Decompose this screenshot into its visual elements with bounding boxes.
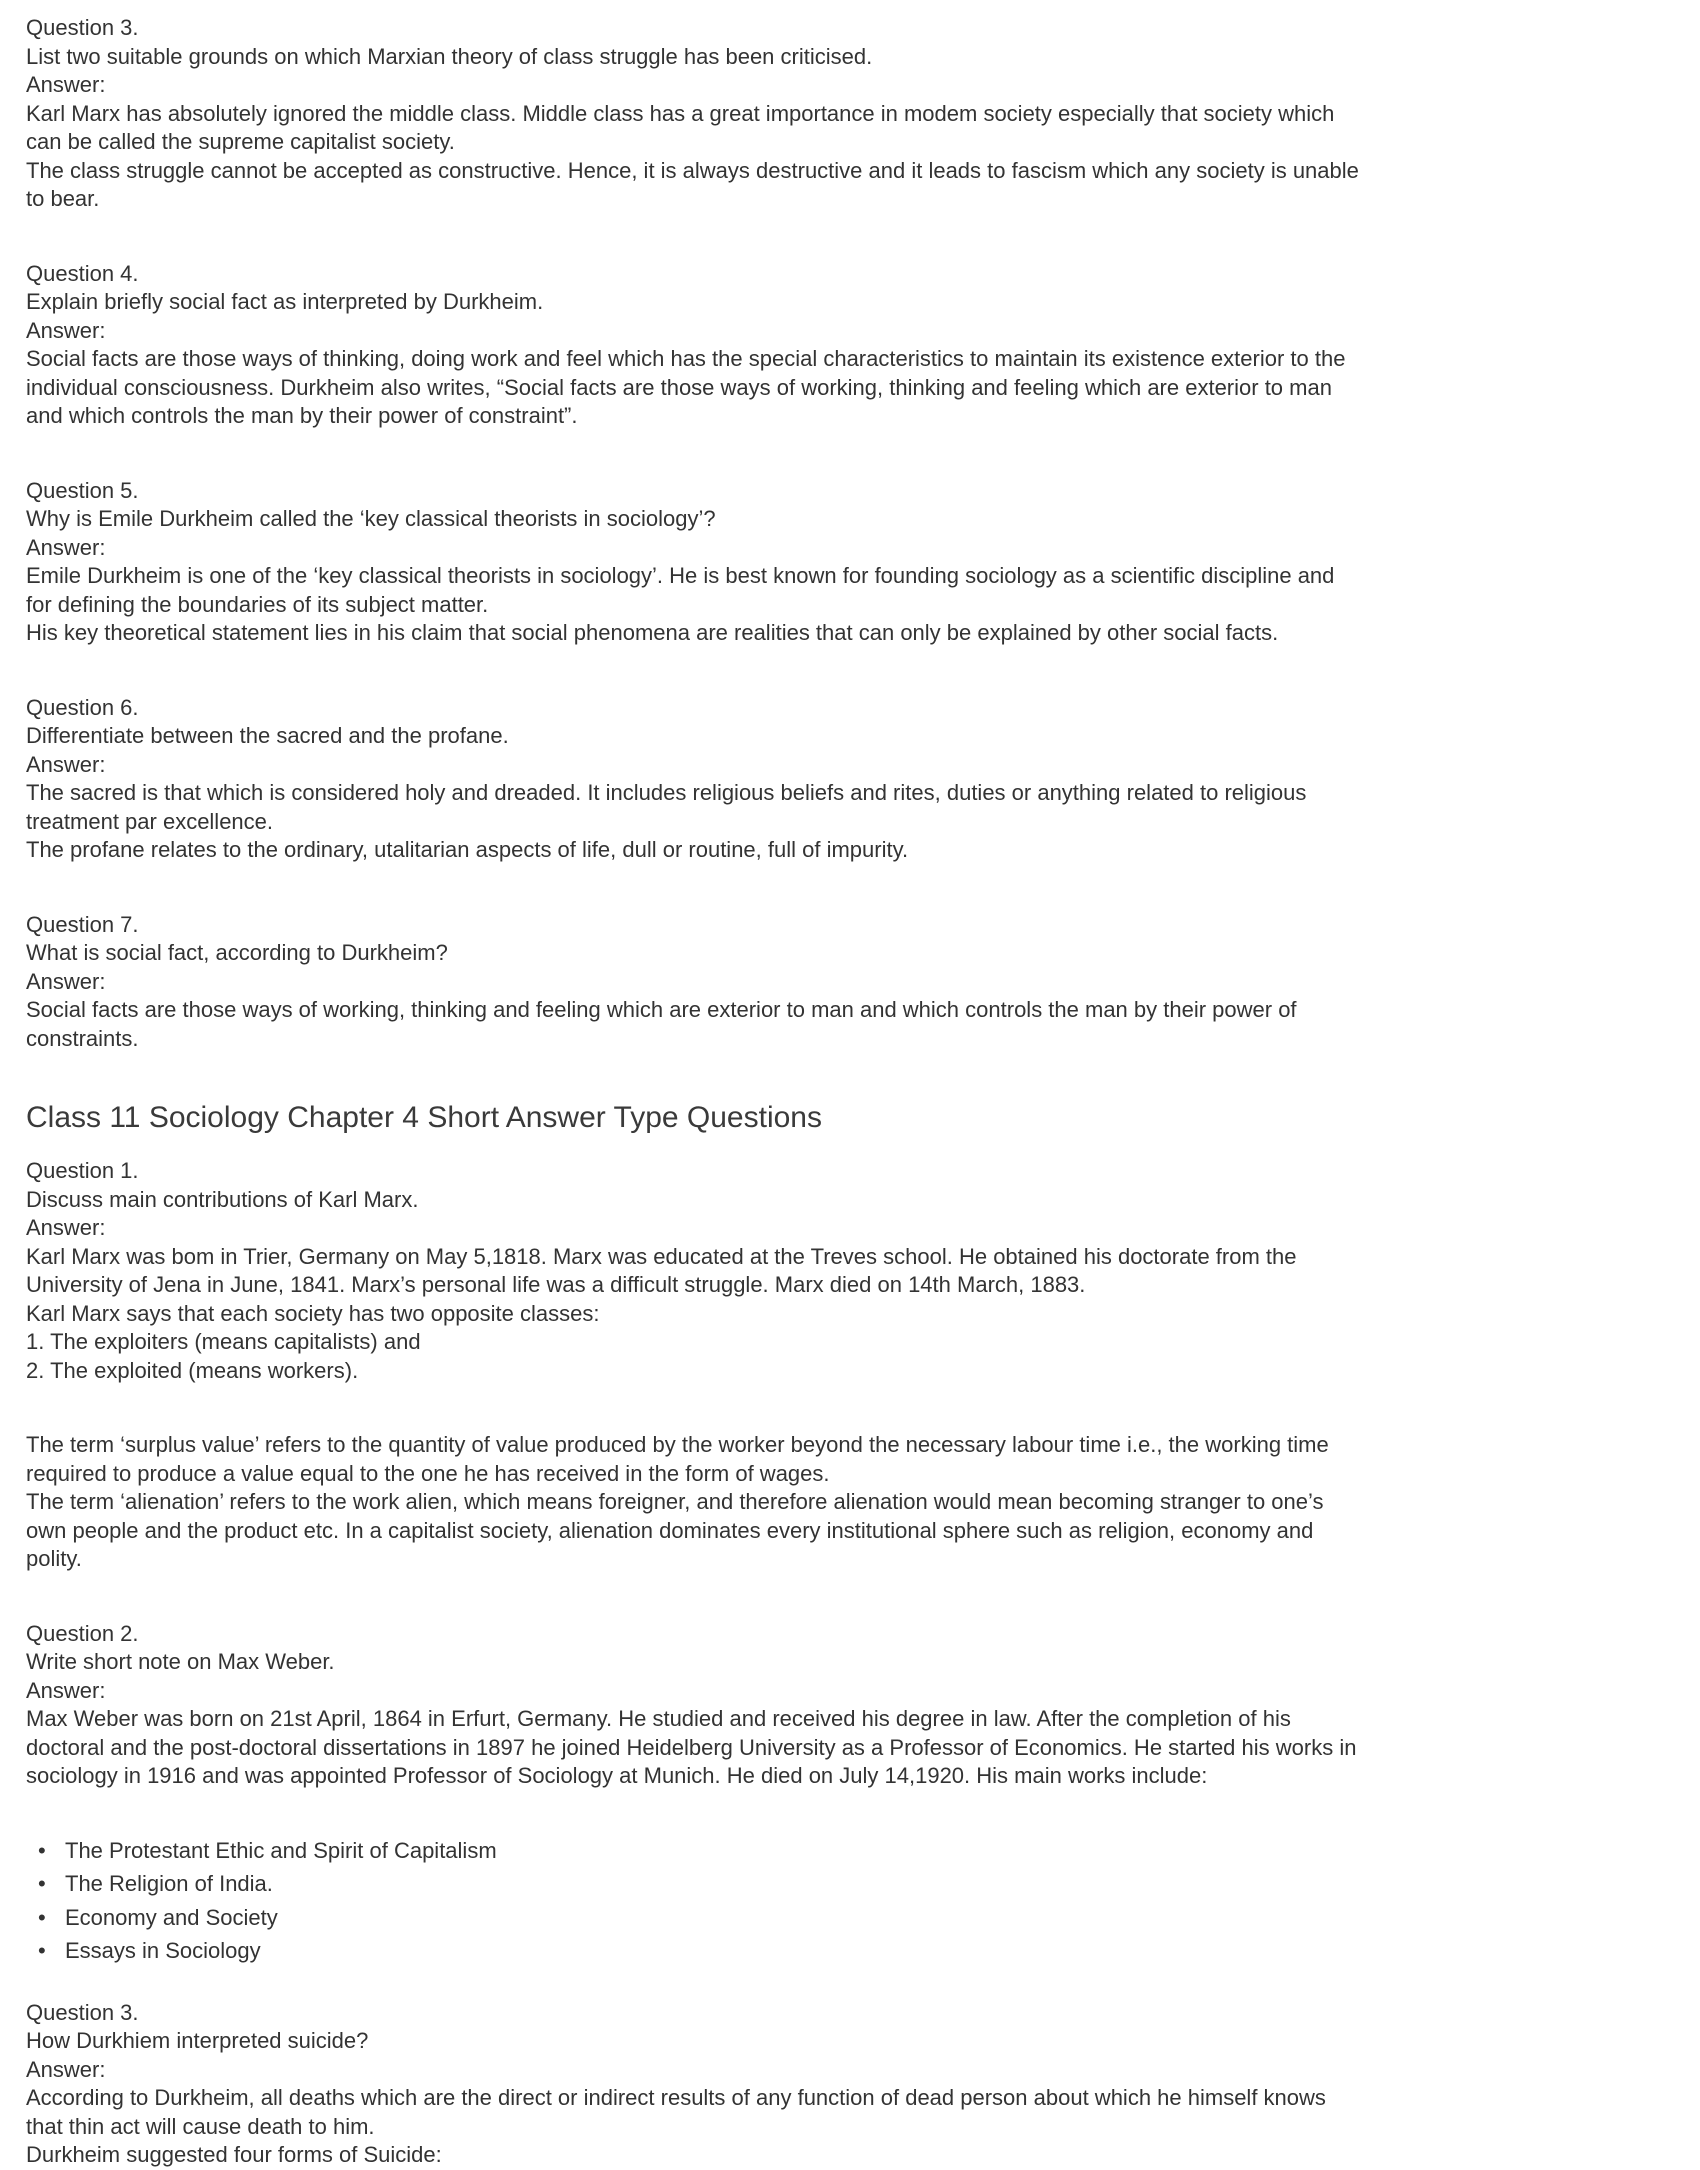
bullet-item (26, 1837, 1366, 1866)
text-line: Answer: (26, 968, 106, 994)
section-heading: Class 11 Sociology Chapter 4 Short Answer Type Questions (26, 1101, 822, 1134)
qa-block (26, 911, 1366, 1054)
text-line: 1. The exploiters (means capitalists) and (26, 1329, 421, 1354)
qa-block (26, 477, 1366, 648)
text-line: Discuss main contributions of Karl Marx. (26, 1186, 419, 1212)
text-line: Why is Emile Durkheim called the ‘key classical theorists in sociology’? (26, 506, 716, 531)
text-line: Answer: (26, 1677, 106, 1703)
text-line: The class struggle cannot be accepted as constructive. Hence, it is always destructive and it leads to fascism which any society is unable to bear. (26, 157, 1359, 211)
text-line: Social facts are those ways of thinking, doing work and feel which has the special characteristics to maintain its existence exterior to the individual consciousness. Durkheim also writes, “Social facts are those ways of working, thinking and feeling which are exterior to man and which controls the man by their power of constraint”. (26, 346, 1346, 428)
text-line: The profane relates to the ordinary, utalitarian aspects of life, dull or routine, full of impurity. (26, 837, 909, 862)
qa-block (26, 14, 1366, 214)
text-line: 2. The exploited (means workers). (26, 1357, 359, 1383)
text-line: Answer: (26, 2056, 106, 2082)
qa-block (26, 1157, 1366, 1385)
text-line: According to Durkheim, all deaths which are the direct or indirect results of any function of dead person about which he himself knows that thin act will cause death to him. (26, 2085, 1326, 2139)
text-line: Question 1. (26, 1158, 139, 1183)
text-line: Social facts are those ways of working, thinking and feeling which are exterior to man and which controls the man by their power of constraints. (26, 997, 1297, 1051)
text-line: Karl Marx was bom in Trier, Germany on May 5,1818. Marx was educated at the Treves school. He obtained his doctorate from the University of Jena in June, 1841. Marx’s personal life was a difficult struggle. Marx died on 14th March, 1883. (26, 1243, 1297, 1297)
text-line: The sacred is that which is considered holy and dreaded. It includes religious beliefs and rites, duties or anything related to religious treatment par excellence. (26, 780, 1307, 834)
text-line: Emile Durkheim is one of the ‘key classical theorists in sociology’. He is best known for founding sociology as a scientific discipline and for defining the boundaries of its subject matter. (26, 563, 1335, 617)
text-line: Answer: (26, 317, 106, 343)
bullet-item-label: The Religion of India. (65, 1871, 273, 1896)
text-line: Question 7. (26, 911, 139, 937)
text-line: Karl Marx says that each society has two opposite classes: (26, 1300, 600, 1326)
text-line: What is social fact, according to Durkheim? (26, 940, 448, 965)
text-line: Max Weber was born on 21st April, 1864 in Erfurt, Germany. He studied and received his degree in law. After the completion of his doctoral and the post-doctoral dissertations in 1897 he joined Heidelberg University as a Professor of Economics. He started his works in sociology in 1916 and was appointed Professor of Sociology at Munich. He died on July 14,1920. His main works include: (26, 1706, 1357, 1788)
text-line: Answer: (26, 751, 106, 777)
text-line: Durkheim suggested four forms of Suicide: (26, 2142, 442, 2167)
text-line: Question 2. (26, 1620, 139, 1646)
text-line: The term ‘surplus value’ refers to the quantity of value produced by the worker beyond the necessary labour time i.e., the working time required to produce a value equal to the one he has received in the form of wages. (26, 1432, 1329, 1486)
text-line: The term ‘alienation’ refers to the work alien, which means foreigner, and therefore alienation would mean becoming stranger to one’s own people and the product etc. In a capitalist society, alienation dominates every institutional sphere such as religion, economy and polity. (26, 1489, 1324, 1571)
text-line: Write short note on Max Weber. (26, 1649, 335, 1674)
qa-block (26, 1431, 1366, 1574)
text-line: Answer: (26, 1215, 106, 1240)
text-line: His key theoretical statement lies in his claim that social phenomena are realities that can only be explained by other social facts. (26, 620, 1279, 645)
qa-block (26, 260, 1366, 431)
bullet-item (26, 1904, 1366, 1933)
qa-block (26, 1620, 1366, 1791)
text-line: Question 4. (26, 260, 139, 286)
text-line: Karl Marx has absolutely ignored the middle class. Middle class has a great importance in modem society especially that society which can be called the supreme capitalist society. (26, 100, 1335, 154)
bullet-list (26, 1837, 1366, 1966)
qa-block (26, 694, 1366, 865)
bullet-item (26, 1937, 1366, 1966)
document-content (26, 14, 1366, 2170)
bullet-item-label: The Protestant Ethic and Spirit of Capitalism (65, 1837, 497, 1863)
bullet-item-label: Essays in Sociology (65, 1938, 261, 1963)
text-line: Question 3. (26, 15, 139, 40)
text-line: Differentiate between the sacred and the profane. (26, 723, 509, 748)
text-line: Question 5. (26, 477, 139, 503)
text-line: Answer: (26, 72, 106, 97)
text-line: Question 3. (26, 1999, 139, 2025)
text-line: Answer: (26, 534, 106, 560)
qa-block (26, 1999, 1366, 2170)
bullet-item-label: Economy and Society (65, 1904, 278, 1930)
bullet-item (26, 1870, 1366, 1899)
text-line: Explain briefly social fact as interpreted by Durkheim. (26, 289, 544, 314)
text-line: Question 6. (26, 694, 139, 720)
text-line: How Durkhiem interpreted suicide? (26, 2028, 369, 2053)
text-line: List two suitable grounds on which Marxian theory of class struggle has been criticised. (26, 43, 873, 69)
